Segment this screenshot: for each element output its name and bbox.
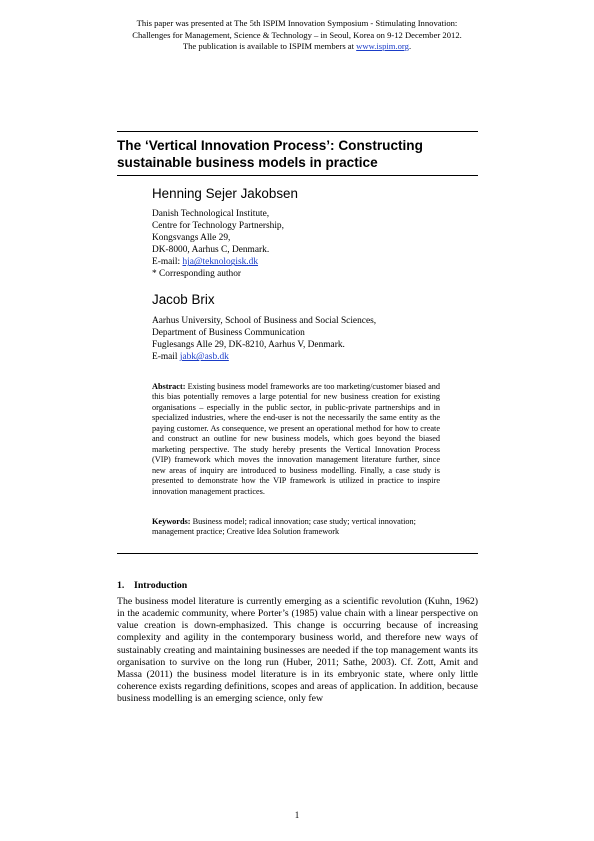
- ispim-link[interactable]: www.ispim.org: [356, 41, 409, 51]
- conference-note-line-3: [0, 41, 594, 53]
- abstract-text: Existing business model frameworks are too marketing/customer biased and this bias potentially removes a large potential for new business creation for existing organisations – especially in the public sector, in public-private partnerships and in specialized industries, where the end-user is not the necessarily the same entity as the paying customer. As consequence, we present an operational method for how to create and construct an outline for new business models, which goes beyond the biased marketing perspective. The study hereby presents the Vertical Innovation Process (VIP) framework which moves the innovation management literature further, since new areas of inquiry are introduced to business modelling. Finally, a case study is presented to demonstrate how the VIP framework is utilized in practice to inspire innovation management practices.: [152, 382, 440, 496]
- affiliation-line: Kongsvangs Alle 29,: [152, 233, 231, 244]
- affiliation-line: Centre for Technology Partnership,: [152, 221, 284, 232]
- abstract: [152, 382, 440, 497]
- email-link-author-1[interactable]: hja@teknologisk.dk: [182, 257, 259, 268]
- title-bottom-rule: [117, 175, 478, 176]
- conference-note-line-2: Challenges for Management, Science & Technology – in Seoul, Korea on 9-12 December 2012.: [132, 29, 462, 40]
- email-label: E-mail: [152, 352, 180, 363]
- conference-note-line-1: This paper was presented at The 5th ISPIM Innovation Symposium - Stimulating Innovation:: [136, 18, 458, 28]
- conference-note-suffix: .: [408, 41, 412, 51]
- section-number: 1.: [117, 580, 125, 591]
- author-affiliation-1: [152, 208, 284, 281]
- keywords: [152, 517, 440, 538]
- email-line: [152, 351, 376, 363]
- title-top-rule: [117, 131, 478, 132]
- affiliation-line: DK-8000, Aarhus C, Denmark.: [152, 245, 270, 256]
- affiliation-line: Fuglesangs Alle 29, DK-8210, Aarhus V, Denmark.: [152, 340, 345, 351]
- keywords-text: Business model; radical innovation; case study; vertical innovation; management practice; Creative Idea Solution framework: [152, 517, 416, 537]
- author-name-2: Jacob Brix: [152, 292, 215, 307]
- affiliation-line: Aarhus University, School of Business and Social Sciences,: [152, 316, 377, 326]
- email-link-author-2[interactable]: jabk@asb.dk: [179, 352, 229, 363]
- paper-title: The ‘Vertical Innovation Process’: Constructing sustainable business models in practice: [117, 138, 423, 170]
- email-line: [152, 256, 284, 268]
- abstract-label: Abstract:: [152, 382, 186, 391]
- author-affiliation-2: [152, 315, 376, 363]
- email-label: E-mail:: [152, 257, 183, 268]
- page-number: 1: [294, 810, 300, 820]
- affiliation-line: Department of Business Communication: [152, 328, 305, 339]
- abstract-bottom-rule: [117, 553, 478, 554]
- author-name-1: Henning Sejer Jakobsen: [152, 186, 298, 201]
- section-title: Introduction: [134, 580, 188, 591]
- body-paragraph: The business model literature is currently emerging as a scientific revolution (Kuhn, 1962) in the academic community, where Porter’s (1985) value chain with a linear perspective on value creation is down-emphasized. This change is occurring because of increasing complexity and agility in the contemporary business world, and therefore new ways of sustainably creating and maintaining businesses are needed if the top management wants its organisation to survive on the long run (Huber, 2011; Sathe, 2003). Cf. Zott, Amit and Massa (2011) the business model literature is in its embryonic state, where only little coherence exists regarding definitions, scopes and areas of application. In addition, because business modelling is an emerging science, only few: [117, 596, 478, 705]
- keywords-label: Keywords:: [152, 517, 191, 526]
- conference-note-prefix: The publication is available to ISPIM members at: [182, 41, 357, 51]
- affiliation-line: Danish Technological Institute,: [152, 209, 270, 219]
- conference-note: [0, 18, 594, 53]
- section-heading: [117, 580, 187, 591]
- corresponding-author-note: * Corresponding author: [152, 269, 242, 280]
